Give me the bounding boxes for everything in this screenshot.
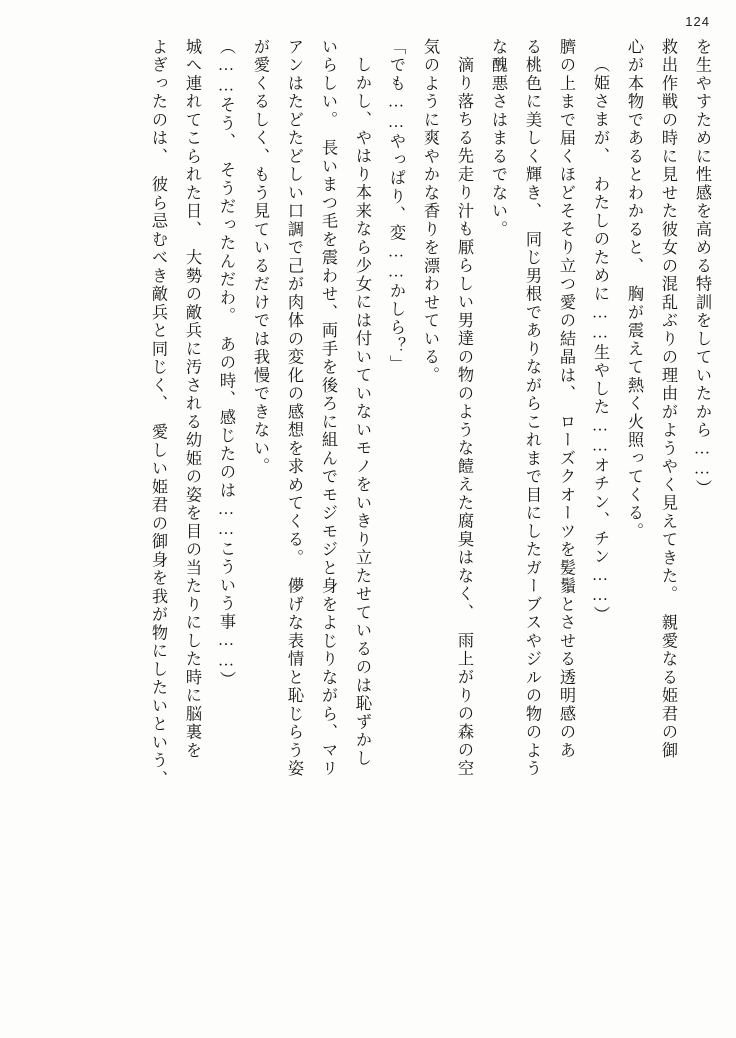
text-column: を生やすために性感を高める特訓をしていたから……） [693,38,711,498]
text-column: （姫さまが、 わたしのために……生やした……オチン、チン……） [591,56,609,625]
text-column: いらしい。 長いまつ毛を震わせ、両手を後ろに組んでモジモジと身をよじりながら、マリ [319,38,337,779]
text-column: な醜悪さはまるでない。 [489,38,507,239]
text-column: る桃色に美しく輝き、 同じ男根でありながらこれまで目にしたガーブスやジルの物のよう [523,38,541,779]
text-column: 臍の上まで届くほどそそり立つ愛の結晶は、 ローズクオーツを髪鬚とさせる透明感のあ [557,38,575,760]
text-column: 城へ連れてこられた日、 大勢の敵兵に汚される幼姫の姿を目の当たりにした時に脳裏を [183,38,201,760]
page-number: 124 [685,14,710,29]
text-column: （……そう、 そうだったんだわ。 あの時、感じたのは……こういう事……） [217,38,235,690]
text-column: 心が本物であるとわかると、 胸が震えて熱く火照ってくる。 [625,38,643,541]
text-column: 滴り落ちる先走り汁も厭らしい男達の物のような饐えた腐臭はなく、 雨上がりの森の空 [455,56,473,778]
text-column: よぎったのは、 彼ら忌むべき敵兵と同じく、 愛しい姫君の御身を我が物にしたいという、 [149,38,167,789]
text-column: アンはたどたどしい口調で己が肉体の変化の感想を求めてくる。 儚げな表情と恥じらう姿 [285,38,303,779]
text-column: 気のように爽やかな香りを漂わせている。 [421,38,439,385]
text-column: が愛くるしく、もう見ているだけでは我慢できない。 [251,38,269,476]
text-column: 救出作戦の時に見せた彼女の混乱ぶりの理由がようやく見えてきた。 親愛なる姫君の御 [659,38,677,760]
text-column: 「でも……やっぱり、変……かしら？」 [387,38,405,374]
vertical-text-body [26,38,710,1014]
text-column: しかし、やはり本来なら少女には付いていないモノをいきり立たせているのは恥ずかし [353,56,371,768]
